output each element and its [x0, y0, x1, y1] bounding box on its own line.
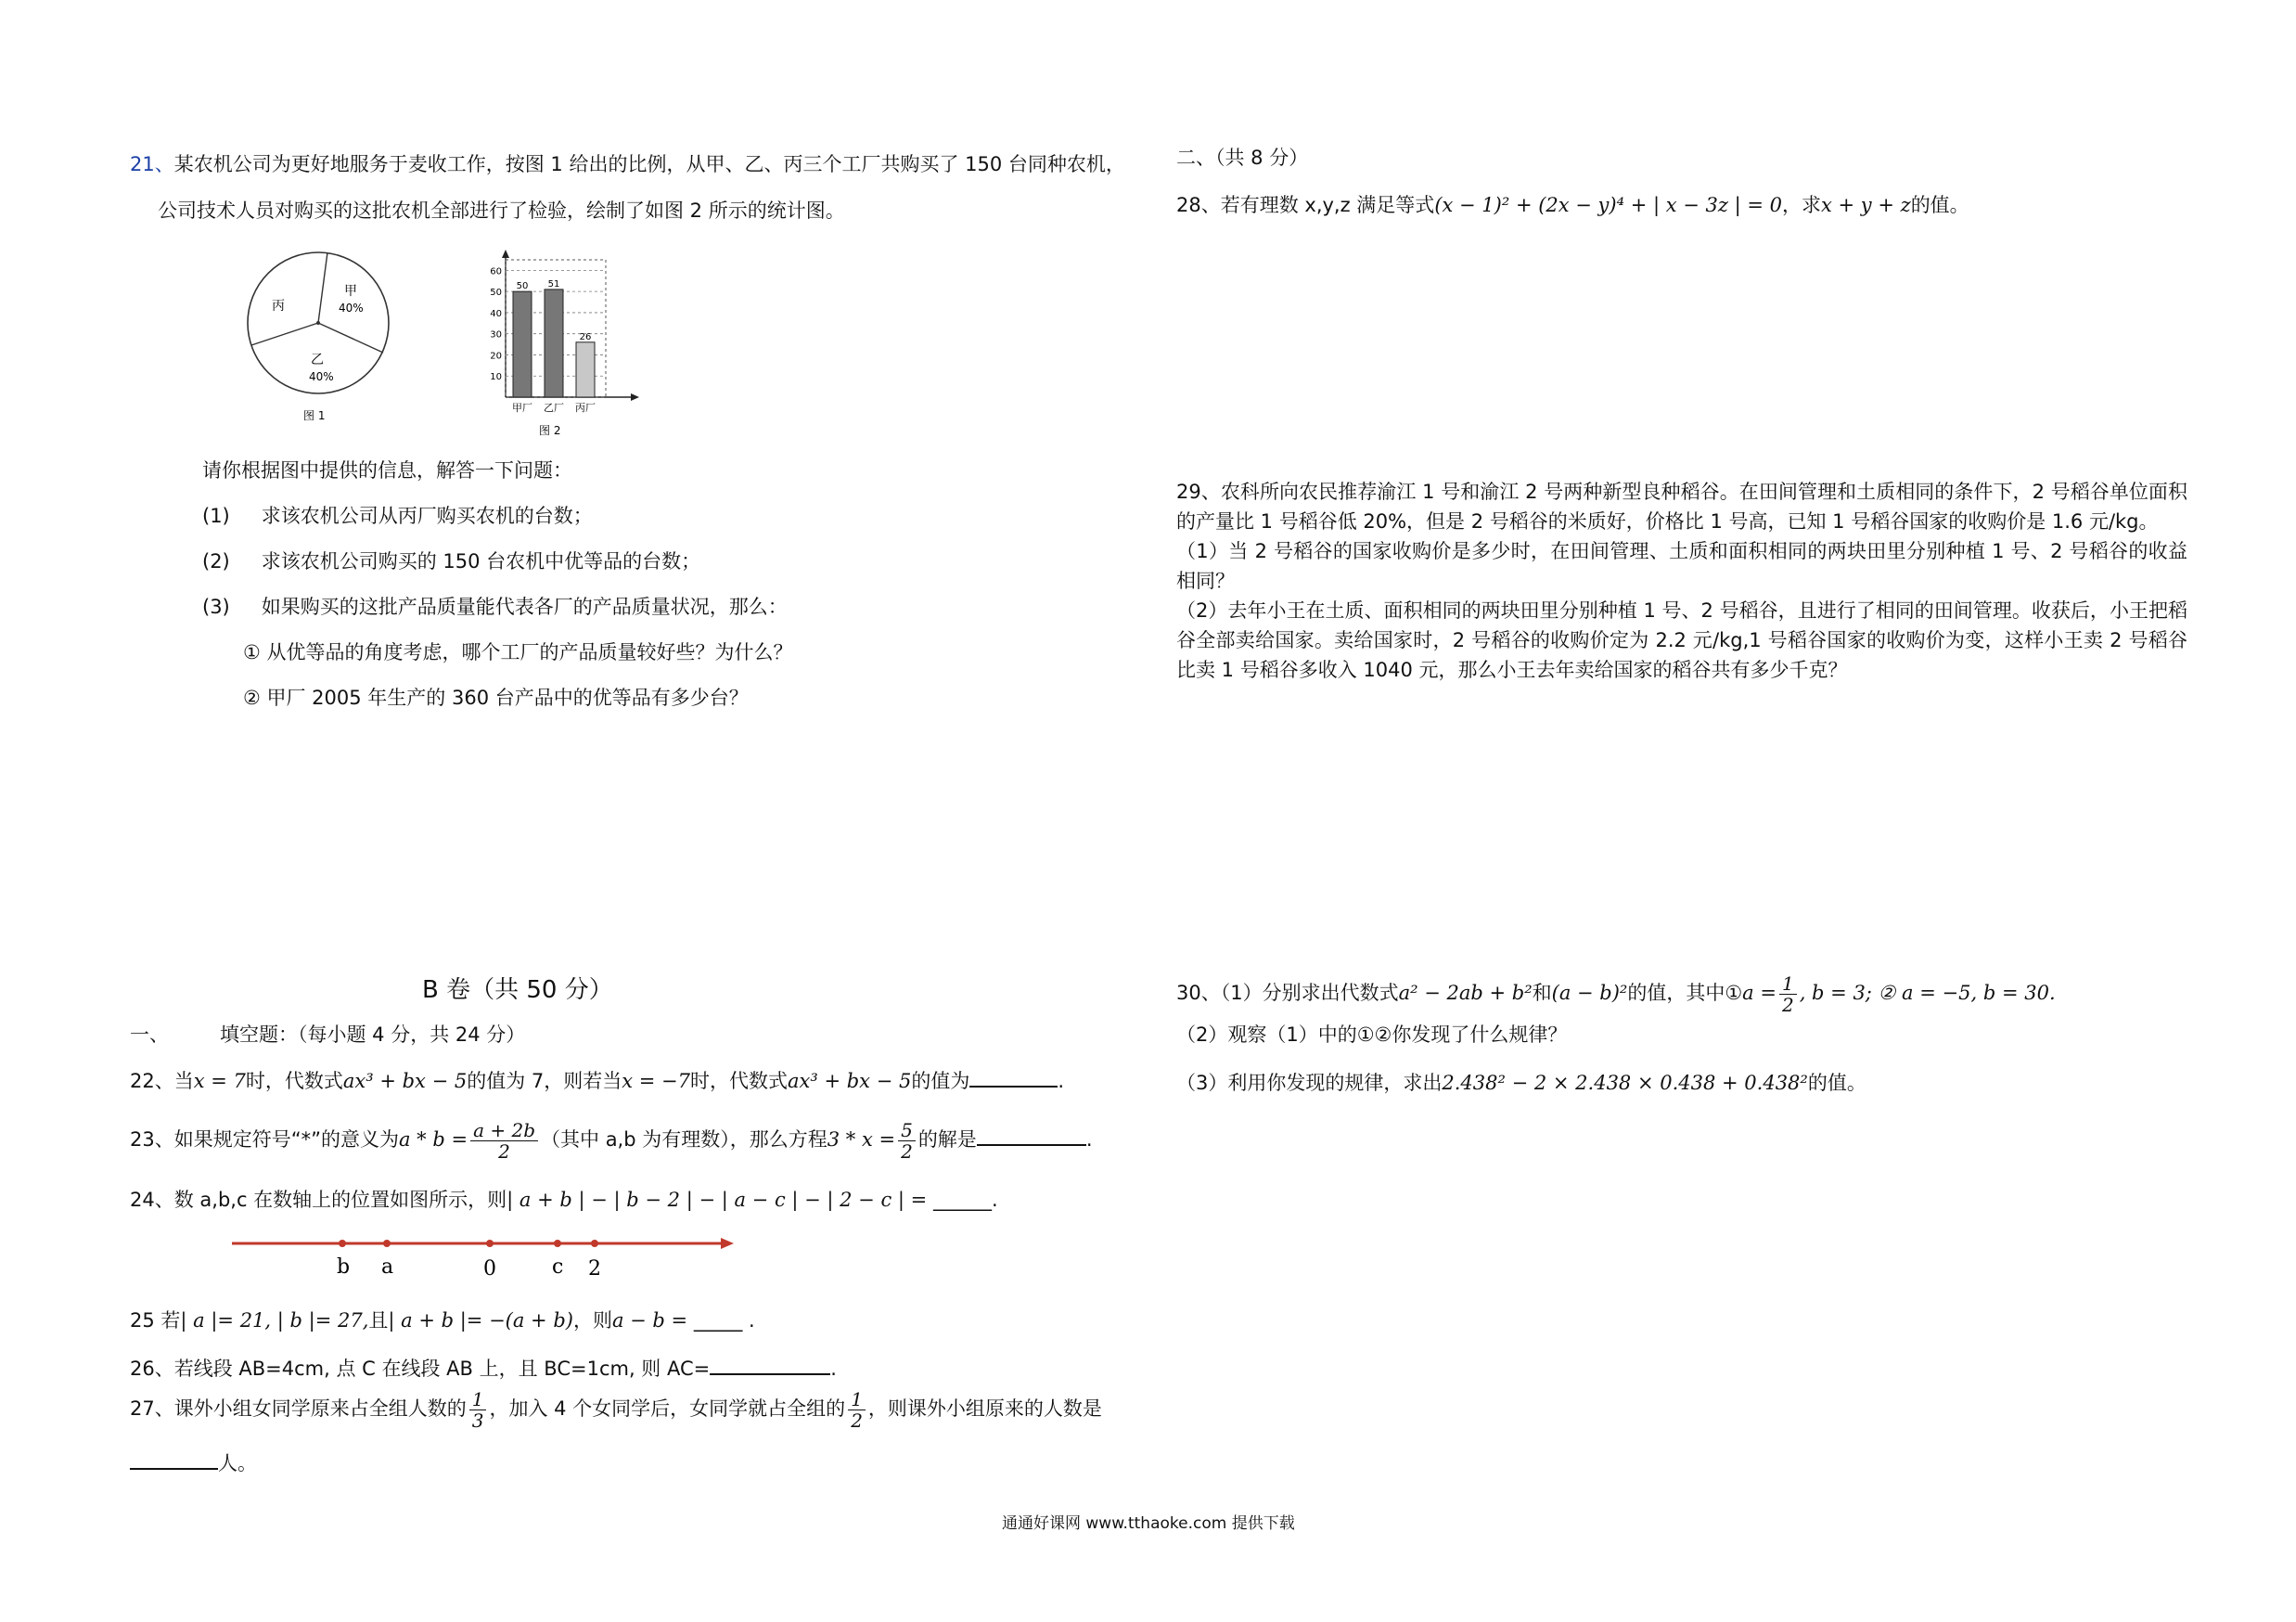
bar-y-arrow	[502, 250, 509, 258]
q21-sub3-text: 如果购买的这批产品质量能代表各厂的产品质量状况，那么：	[261, 596, 788, 618]
pie-label-bing: 丙	[272, 299, 285, 314]
number-line	[227, 1227, 742, 1282]
q30-part3	[1176, 1069, 1866, 1097]
q21-sub1-text: 求该农机公司从丙厂购买农机的台数；	[261, 505, 593, 527]
q27-c: ，则课外小组原来的人数是	[867, 1397, 1102, 1420]
q28	[1176, 191, 1969, 219]
bar-value-label: 50	[516, 281, 529, 292]
q30-frac-num: 1	[1779, 973, 1797, 995]
q25-c: ，则	[572, 1309, 612, 1332]
point-2-dot	[591, 1240, 598, 1247]
bar-ytick-label: 30	[490, 329, 502, 341]
bar-ytick-label: 60	[490, 266, 502, 277]
bar-ytick-label: 40	[490, 308, 502, 319]
bar-ytick-label: 10	[490, 372, 502, 383]
q26	[130, 1355, 837, 1383]
q30-fraction	[1779, 973, 1797, 1015]
q22-math3: x = −7	[622, 1070, 691, 1092]
point-c-label: c	[552, 1255, 564, 1279]
pie-divider-right	[318, 323, 383, 353]
pie-pct-jia: 40%	[339, 302, 364, 315]
q30-line1	[1176, 972, 2056, 1015]
q21-intro: 请你根据图中提供的信息，解答一下问题：	[202, 459, 572, 482]
q29-part2: （2）去年小王在土质、面积相同的两块田里分别种植 1 号、2 号稻谷，且进行了相同的田间管理。收获后，小王把稻谷全部卖给国家。卖给国家时，2 号稻谷的收购价定为 2.2 元/kg,1 号稻谷国家的收购价为变，这样小王卖 2 号稻谷比卖 1 号稻谷多收入 1040 元，那么小王去年卖给国家的稻谷共有多少千克？	[1176, 599, 2187, 681]
q27-frac1-num: 1	[469, 1389, 487, 1410]
q27-d: 人。	[218, 1452, 257, 1474]
q26-b: .	[830, 1358, 837, 1380]
q30-b: 和	[1532, 982, 1552, 1004]
q27-line1	[130, 1388, 1102, 1431]
bar-1	[545, 290, 563, 397]
q28-math2: x + y + z	[1821, 194, 1911, 216]
bar-category-label: 丙厂	[575, 402, 596, 414]
q22-answer-blank[interactable]	[969, 1067, 1058, 1088]
q25-a: 25 若	[130, 1309, 181, 1332]
q21-sub1-no: (1)	[202, 505, 230, 527]
q23-math2: 3 * x =	[827, 1128, 896, 1151]
point-a-label: a	[381, 1255, 394, 1279]
q27-frac2-den: 2	[851, 1409, 863, 1432]
part2-title: 二、（共 8 分）	[1176, 147, 1309, 169]
bar-bars	[512, 279, 596, 414]
q23-d: .	[1085, 1128, 1093, 1151]
q27-fraction1	[469, 1389, 487, 1431]
q23	[130, 1119, 1093, 1162]
q29	[1176, 477, 2187, 685]
q21-sub3-no: (3)	[202, 596, 230, 618]
q28-a: 28、若有理数 x,y,z 满足等式	[1176, 194, 1435, 216]
q25-answer-blank[interactable]: _____ .	[693, 1309, 755, 1332]
q22-b: 时，代数式	[245, 1070, 343, 1092]
q23-frac1-num: a + 2b	[470, 1120, 538, 1141]
q24-a: 24、数 a,b,c 在数轴上的位置如图所示，则	[130, 1189, 507, 1211]
q23-b: （其中 a,b 为有理数），那么方程	[541, 1128, 827, 1151]
q28-math1: (x − 1)² + (2x − y)⁴ + | x − 3z | = 0	[1434, 194, 1783, 216]
q21-sub2-text: 求该农机公司购买的 150 台农机中优等品的台数；	[261, 550, 701, 573]
q21-line1	[130, 150, 1125, 178]
q21-sub2-no: (2)	[202, 550, 230, 573]
q24-math: | a + b | − | b − 2 | − | a − c | − | 2 − c | =	[507, 1189, 928, 1211]
q21-number: 21、	[130, 153, 174, 175]
q27-frac1-den: 3	[471, 1409, 484, 1432]
q23-a: 23、如果规定符号“*”的意义为	[130, 1128, 399, 1151]
q26-a: 26、若线段 AB=4cm, 点 C 在线段 AB 上，且 BC=1cm, 则 AC=	[130, 1358, 711, 1380]
pie-label-yi: 乙	[311, 353, 324, 367]
q30-part2: （2）观察（1）中的①②你发现了什么规律？	[1176, 1023, 1568, 1046]
section-b-part1	[130, 1021, 525, 1049]
q27-b: ，加入 4 个女同学后，女同学就占全组的	[489, 1397, 846, 1420]
bar-caption: 图 2	[539, 424, 561, 437]
q30-math3: a =	[1742, 982, 1777, 1004]
q27-line2	[130, 1449, 257, 1477]
point-c-dot	[554, 1240, 561, 1247]
q23-frac1-den: 2	[498, 1139, 510, 1163]
q30-frac-den: 2	[1781, 993, 1794, 1016]
bar-category-label: 乙厂	[544, 402, 564, 414]
q24-answer-blank[interactable]: ______.	[932, 1189, 998, 1211]
q21-sub1	[202, 502, 593, 530]
q27-answer-blank[interactable]	[130, 1449, 218, 1470]
q23-fraction1	[470, 1120, 538, 1162]
q25	[130, 1307, 755, 1334]
q30-math2: (a − b)²	[1551, 982, 1628, 1004]
pie-label-jia: 甲	[344, 284, 357, 299]
q23-frac2-num: 5	[898, 1120, 916, 1141]
q25-math2: | a + b |= −(a + b)	[388, 1309, 573, 1332]
bar-ytick-label: 50	[490, 288, 502, 299]
q22	[130, 1067, 1064, 1095]
q21-line2: 公司技术人员对购买的这批农机全部进行了检验，绘制了如图 2 所示的统计图。	[158, 200, 845, 222]
q27-frac2-num: 1	[848, 1389, 866, 1410]
pie-chart	[237, 249, 404, 434]
section-b-part1-no: 一、	[130, 1023, 169, 1046]
bar-y-ticks	[490, 266, 502, 382]
q25-math1: | a |= 21, | b |= 27,	[180, 1309, 369, 1332]
q23-math1: a * b =	[398, 1128, 468, 1151]
q27-a: 27、课外小组女同学原来占全组人数的	[130, 1397, 467, 1420]
pie-center	[316, 321, 320, 325]
bar-ytick-label: 20	[490, 351, 502, 362]
q27-fraction2	[848, 1389, 866, 1431]
q29-part1: （1）当 2 号稻谷的国家收购价是多少时，在田间管理、土质和面积相同的两块田里分别种植 1 号、2 号稻谷的收益相同？	[1176, 540, 2187, 592]
q22-math1: x = 7	[193, 1070, 246, 1092]
q30-c: 的值，其中①	[1627, 982, 1743, 1004]
q21-text1: 某农机公司为更好地服务于麦收工作，按图 1 给出的比例，从甲、乙、丙三个工厂共购买了 150 台同种农机，	[173, 153, 1125, 175]
number-line-arrow	[721, 1238, 734, 1249]
q30-p3a: （3）利用你发现的规律，求出	[1176, 1072, 1443, 1094]
pie-caption: 图 1	[303, 409, 326, 422]
q30-p3b: 的值。	[1807, 1072, 1866, 1094]
q22-a: 22、当	[130, 1070, 194, 1092]
section-b-title: B 卷（共 50 分）	[422, 976, 613, 1004]
q29-stem: 29、农科所向农民推荐渝江 1 号和渝江 2 号两种新型良种稻谷。在田间管理和土质相同的条件下，2 号稻谷单位面积的产量比 1 号稻谷低 20%，但是 2 号稻谷的米质好，价格比 1 号高，已知 1 号稻谷国家的收购价是 1.6 元/kg。	[1176, 481, 2187, 533]
q23-frac2-den: 2	[901, 1139, 913, 1163]
bar-0	[513, 291, 532, 397]
point-a-dot	[383, 1240, 391, 1247]
bar-chart	[468, 249, 645, 439]
q21-sub2	[202, 547, 700, 575]
q23-answer-blank[interactable]	[977, 1126, 1086, 1146]
q22-math2: ax³ + bx − 5	[342, 1070, 468, 1092]
q25-b: 且	[368, 1309, 389, 1332]
q23-fraction2	[898, 1120, 916, 1162]
point-2-label: 2	[588, 1257, 601, 1281]
point-b-label: b	[337, 1255, 351, 1279]
q30-math5: 2.438² − 2 × 2.438 × 0.438 + 0.438²	[1442, 1072, 1808, 1094]
q30-math1: a² − 2ab + b²	[1398, 982, 1533, 1004]
pie-divider-top	[318, 252, 327, 323]
q21-sub3	[202, 593, 788, 621]
point-0-label: 0	[483, 1257, 496, 1281]
point-b-dot	[339, 1240, 346, 1247]
q30-a: 30、（1）分别求出代数式	[1176, 982, 1399, 1004]
q22-d: 的值为 7，则若当	[467, 1070, 622, 1092]
bar-2	[576, 342, 595, 397]
q24	[130, 1186, 998, 1214]
q25-math3: a − b =	[611, 1309, 688, 1332]
q26-answer-blank[interactable]	[710, 1355, 830, 1375]
bar-value-label: 51	[547, 278, 560, 290]
q21-sub3a: ① 从优等品的角度考虑，哪个工厂的产品质量较好些？为什么？	[243, 641, 793, 663]
q21-sub3b: ② 甲厂 2005 年生产的 360 台产品中的优等品有多少台？	[243, 687, 749, 709]
q22-math4: ax³ + bx − 5	[788, 1070, 912, 1092]
bar-x-arrow	[631, 393, 639, 401]
section-b-part1-text: 填空题：（每小题 4 分，共 24 分）	[220, 1023, 526, 1046]
q28-c: 的值。	[1910, 194, 1969, 216]
point-0-dot	[486, 1240, 494, 1247]
q28-b: ，求	[1782, 194, 1822, 216]
q22-e: 时，代数式	[690, 1070, 789, 1092]
q22-g: .	[1058, 1070, 1065, 1092]
footer: 通通好课网 www.tthaoke.com 提供下载	[1002, 1514, 1295, 1533]
q23-c: 的解是	[917, 1128, 977, 1151]
bar-value-label: 26	[579, 331, 592, 342]
pie-divider-left	[251, 323, 318, 345]
pie-pct-yi: 40%	[309, 370, 334, 383]
q30-math4: , b = 3; ② a = −5, b = 30.	[1799, 982, 2056, 1004]
bar-category-label: 甲厂	[512, 402, 532, 414]
q22-f: 的值为	[911, 1070, 970, 1092]
